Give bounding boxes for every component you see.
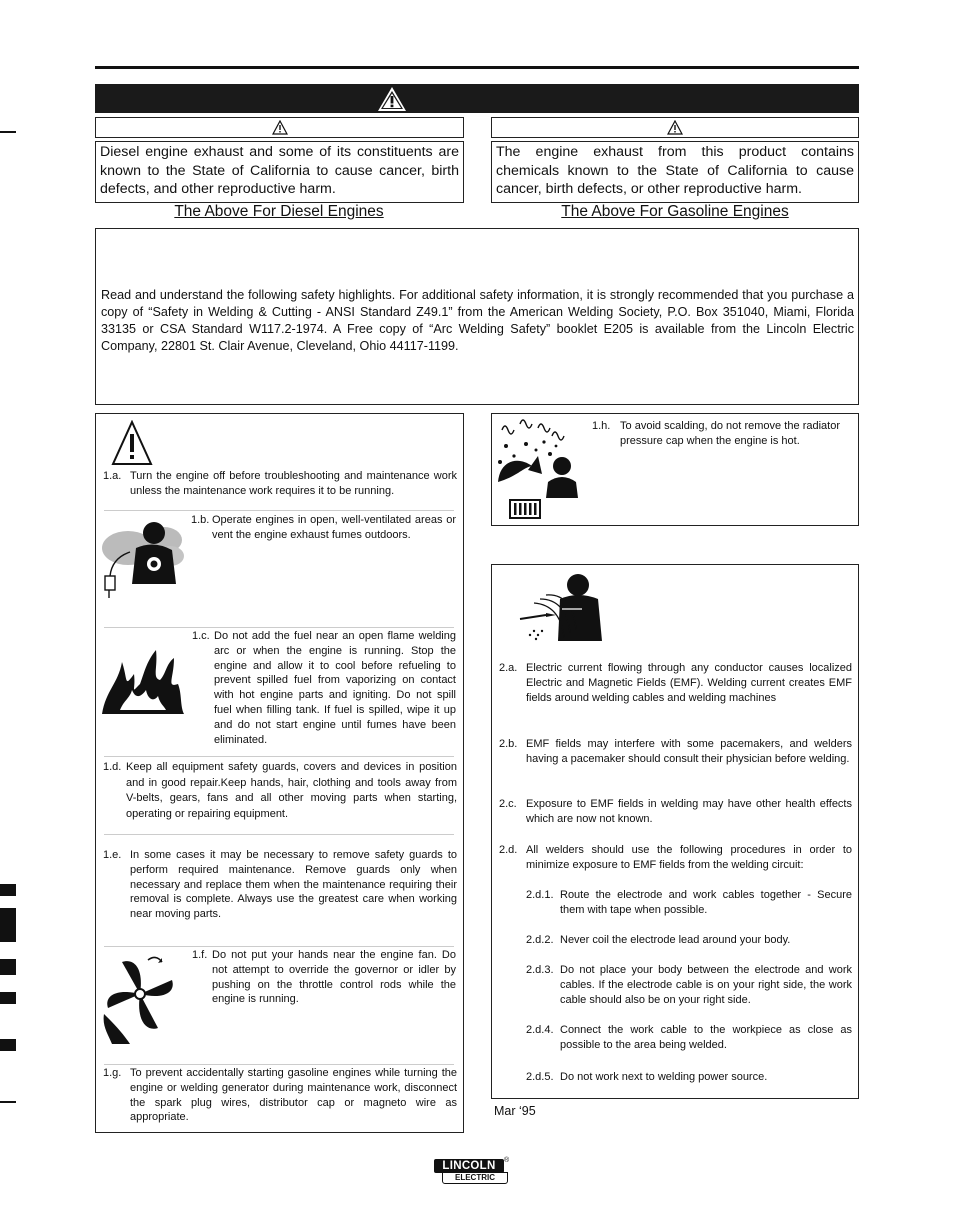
caution-triangle-icon <box>111 420 153 466</box>
item-1e: 1.e. In some cases it may be necessary to remove safety guards to perform required maintenance. Remove guards only when necessary and replace them when the maintenance requiring their removal is complete. Always use the greatest care when working near moving parts. <box>103 849 457 921</box>
item-2d1: 2.d.1. Route the electrode and work cables together - Secure them with tape when possible. <box>526 889 852 916</box>
edge-mark <box>0 131 16 133</box>
item-2b: 2.b. EMF fields may interfere with some pacemakers, and welders having a pacemaker should consult their physician before welding. <box>499 738 852 765</box>
radiator-section <box>491 413 859 526</box>
emf-welder-icon <box>516 569 606 645</box>
item-2d5: 2.d.5. Do not work next to welding power source. <box>526 1071 768 1083</box>
item-2d4: 2.d.4. Connect the work cable to the workpiece as close as possible to the area being welded. <box>526 1024 852 1051</box>
california-warning-header-diesel <box>95 117 464 138</box>
item-1d: 1.d. Keep all equipment safety guards, covers and devices in position and in good repair.Keep hands, hair, clothing and tools away from V-belts, gears, fans and all other moving parts when starting, operating or repairing equipment. <box>103 761 457 820</box>
diesel-warning-text: Diesel engine exhaust and some of its constituents are known to the State of California to cause cancer, birth defects, and other reproductive harm. <box>100 144 459 197</box>
warning-triangle-icon <box>272 120 288 135</box>
emf-section <box>491 564 859 1099</box>
warning-triangle-icon <box>667 120 683 135</box>
item-2a: 2.a. Electric current flowing through any conductor causes localized Electric and Magnetic Fields (EMF). Welding current creates EMF fields around welding cables and welding machines <box>499 662 852 704</box>
gasoline-warning-text: The engine exhaust from this product contains chemicals known to the State of California to cause cancer, birth defects, or other reproductive harm. <box>496 144 854 197</box>
edge-mark <box>0 884 16 896</box>
divider <box>104 756 454 757</box>
divider <box>104 1064 454 1065</box>
top-rule <box>95 66 859 69</box>
edge-mark <box>0 1039 16 1051</box>
hot-coolant-spray-icon <box>492 416 582 520</box>
warning-banner <box>95 84 859 113</box>
edge-mark <box>0 1101 16 1103</box>
diesel-caption: The Above For Diesel Engines <box>174 203 384 220</box>
safety-intro-box <box>95 228 859 405</box>
engine-safety-section <box>95 413 464 1133</box>
item-1a: 1.a. Turn the engine off before troubleshooting and maintenance work unless the maintenance work requires it to be running. <box>103 470 457 497</box>
divider <box>104 946 454 947</box>
lincoln-electric-logo: LINCOLN ® ELECTRIC <box>434 1159 510 1186</box>
exhaust-fumes-icon <box>98 518 186 600</box>
item-1g: 1.g. To prevent accidentally starting gasoline engines while turning the engine or welding generator during maintenance work, disconnect the spark plug wires, distributor cap or magneto wire as appropriate. <box>103 1067 457 1124</box>
divider <box>104 510 454 511</box>
california-warning-diesel <box>95 141 464 203</box>
item-2d3: 2.d.3. Do not place your body between the electrode and work cables. If the electrode cable is on your right side, the work cable should also be on your right side. <box>526 964 852 1006</box>
california-warning-header-gasoline <box>491 117 859 138</box>
divider <box>104 834 454 835</box>
item-1b: 1.b. Operate engines in open, well-ventilated areas or vent the engine exhaust fumes outdoors. <box>191 514 456 541</box>
california-warning-gasoline <box>491 141 859 203</box>
item-1f: 1.f. Do not put your hands near the engine fan. Do not attempt to override the governor or idler by pushing on the throttle control rods while the engine is running. <box>192 949 456 1006</box>
intro-text: Read and understand the following safety highlights. For additional safety information, it is strongly recommended that you purchase a copy of “Safety in Welding & Cutting - ANSI Standard Z49.1” from the American Welding Society, P.O. Box 351040, Miami, Florida 33135 or CSA Standard W117.2-1974. A Free copy of “Arc Welding Safety” booklet E205 is available from the Lincoln Electric Company, 22801 St. Clair Avenue, Cleveland, Ohio 44117-1199. <box>101 288 854 353</box>
edge-mark <box>0 992 16 1004</box>
item-2c: 2.c. Exposure to EMF fields in welding may have other health effects which are now not known. <box>499 798 852 825</box>
gasoline-caption: The Above For Gasoline Engines <box>561 203 789 220</box>
item-1h: 1.h. To avoid scalding, do not remove the radiator pressure cap when the engine is hot. <box>592 420 840 447</box>
divider <box>104 627 454 628</box>
item-2d: 2.d. All welders should use the following procedures in order to minimize exposure to EMF fields from the welding circuit: <box>499 844 852 871</box>
edge-mark <box>0 959 16 975</box>
hand-fan-hazard-icon <box>100 954 180 1046</box>
item-1c: 1.c. Do not add the fuel near an open flame welding arc or when the engine is running. Stop the engine and allow it to cool before refueling to prevent spilled fuel from vaporizing on contact with hot engine parts and igniting. Do not spill fuel when filling tank. If fuel is spilled, wipe it up and do not start engine until fumes have been eliminated. <box>192 630 456 746</box>
revision-date: Mar ‘95 <box>494 1104 536 1118</box>
fire-flame-icon <box>100 644 186 716</box>
edge-mark <box>0 908 16 942</box>
warning-triangle-icon <box>377 86 407 112</box>
item-2d2: 2.d.2. Never coil the electrode lead around your body. <box>526 934 791 946</box>
